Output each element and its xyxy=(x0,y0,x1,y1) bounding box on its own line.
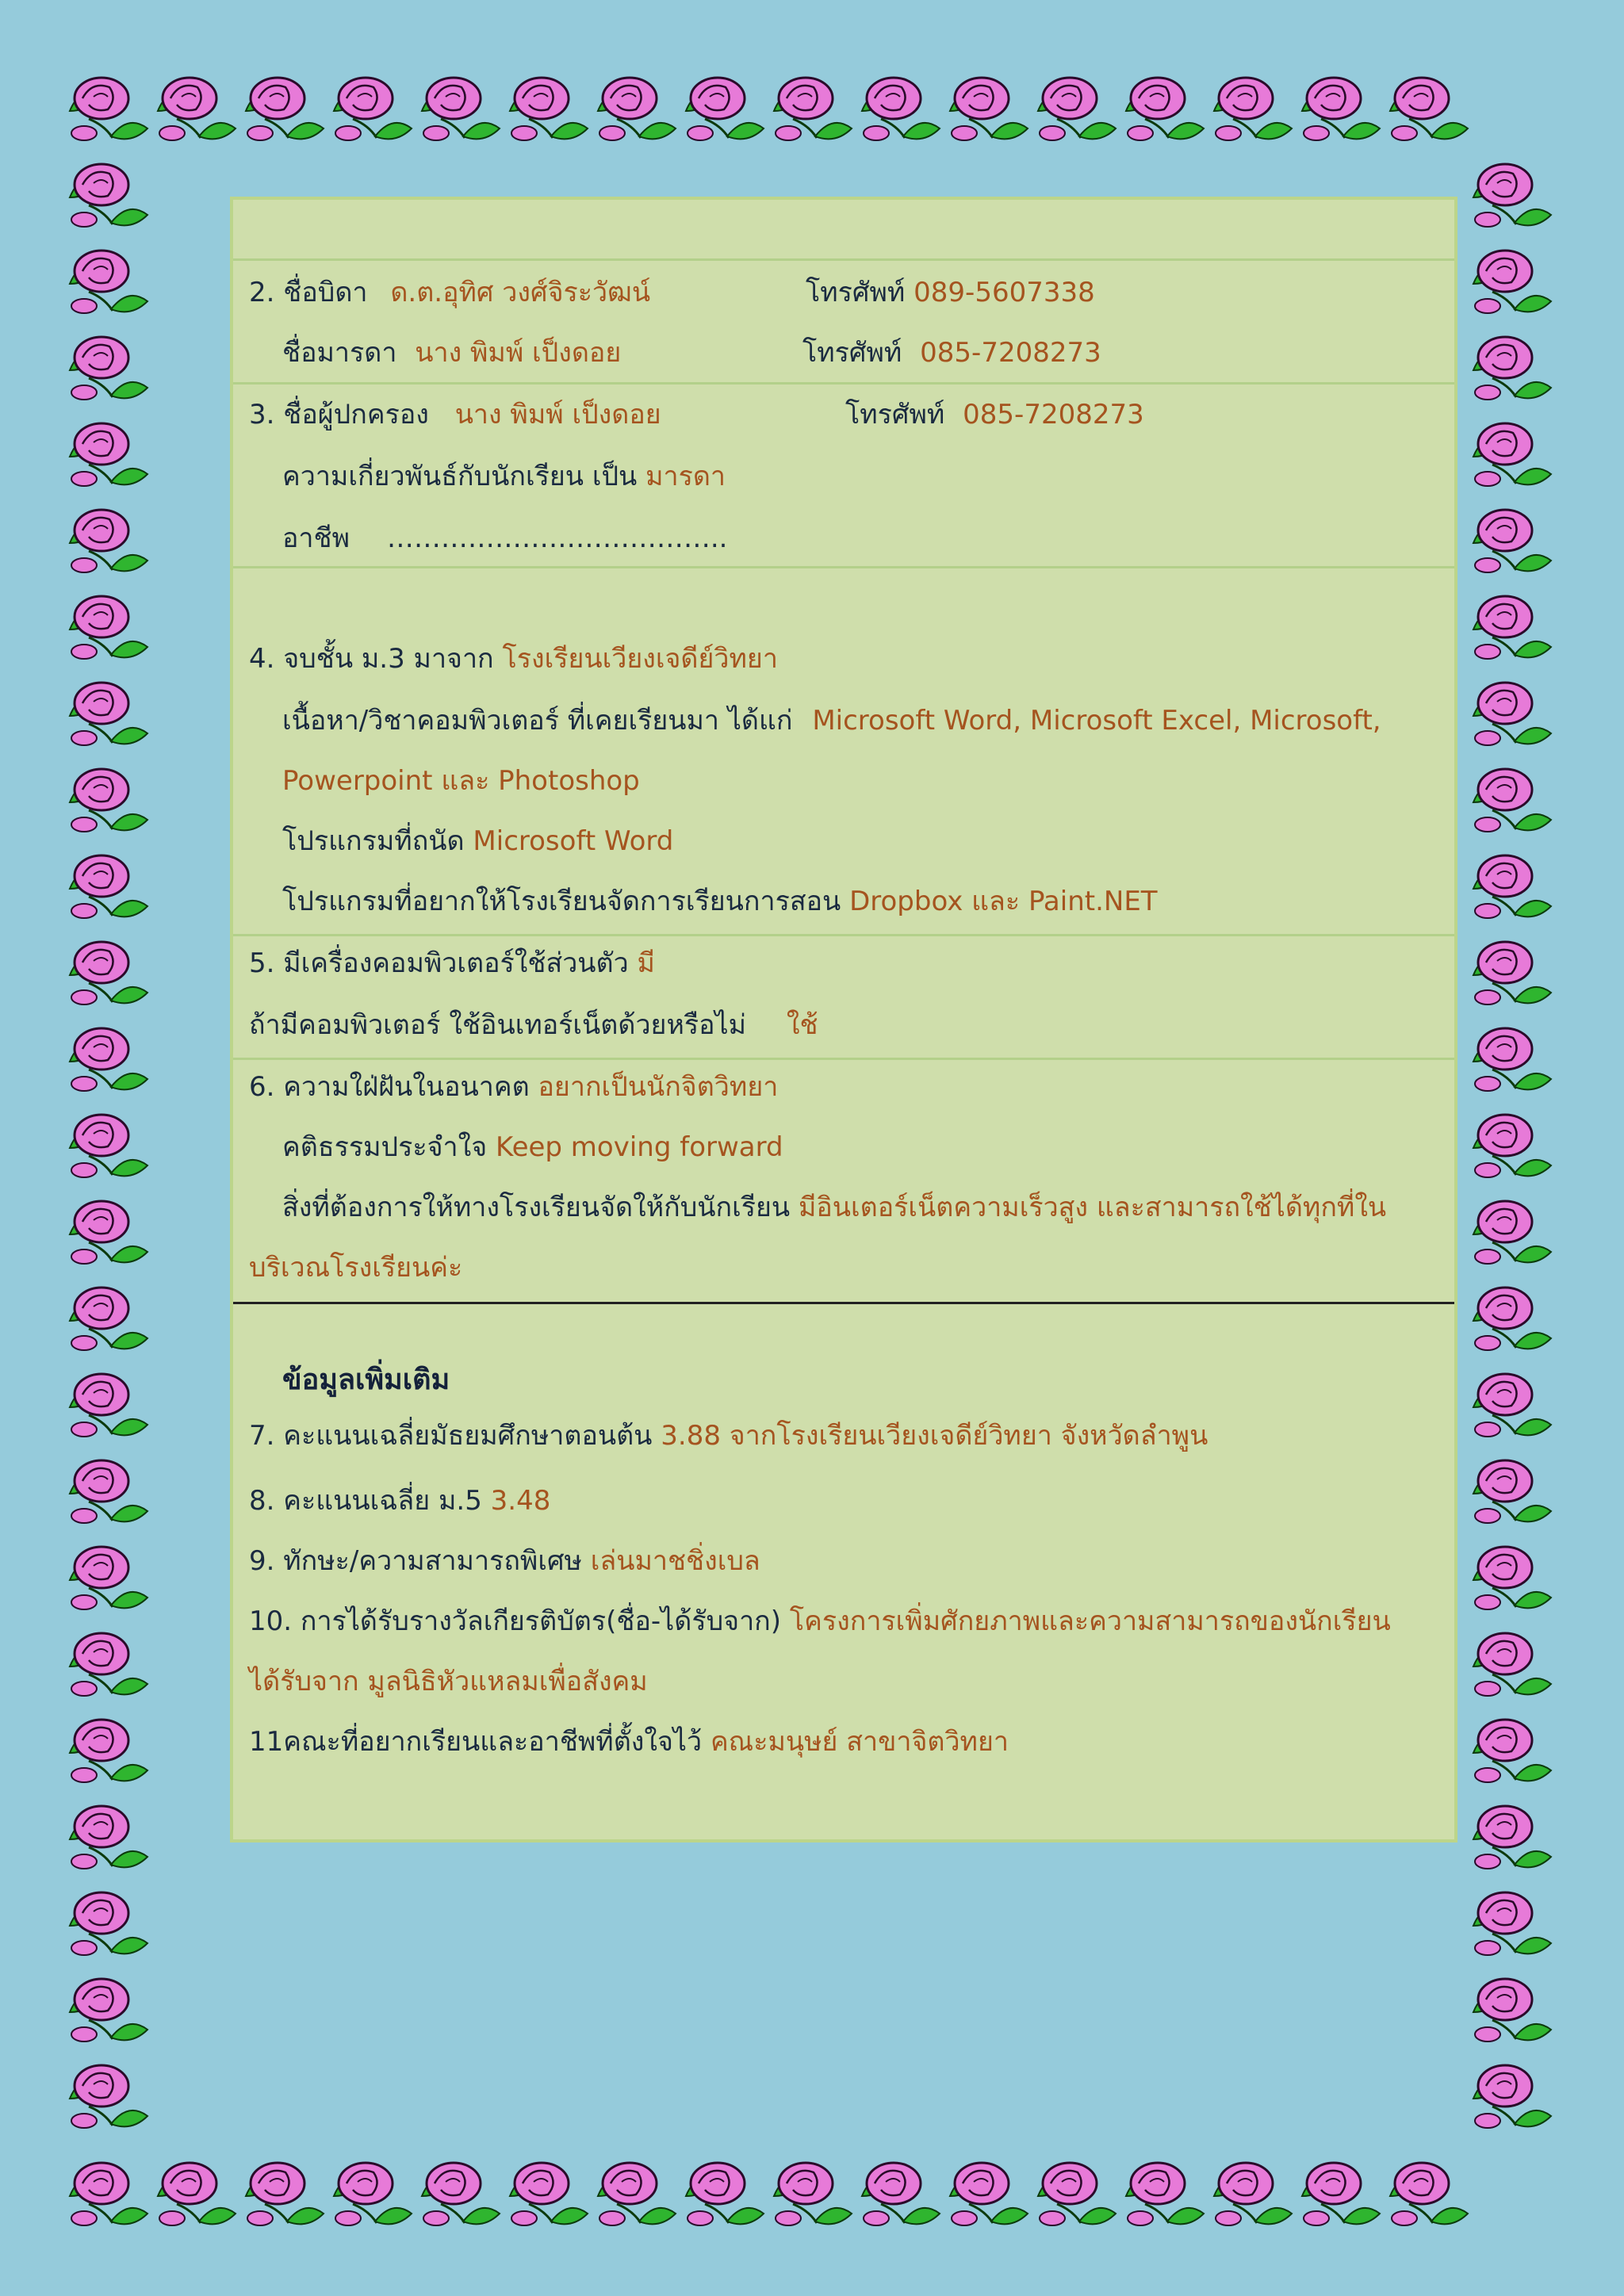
rose-icon xyxy=(70,1892,147,1955)
rose-icon xyxy=(1473,1115,1551,1177)
rose-icon xyxy=(70,1633,147,1696)
rose-icon xyxy=(598,2163,676,2225)
rose-icon xyxy=(246,78,324,140)
rose-icon xyxy=(422,2163,500,2225)
rose-icon xyxy=(1390,78,1468,140)
rose-icon xyxy=(70,164,147,227)
rose-icon xyxy=(70,1979,147,2042)
skilled-value: Microsoft Word xyxy=(473,825,674,857)
father-phone: 089-5607338 xyxy=(914,277,1095,308)
rose-icon xyxy=(70,1806,147,1869)
rose-icon xyxy=(70,1460,147,1523)
rose-icon xyxy=(1473,1979,1551,2042)
wish-value-2: บริเวณโรงเรียนค่ะ xyxy=(249,1252,463,1284)
rose-icon xyxy=(950,2163,1028,2225)
subjects-value-2: Powerpoint และ Photoshop xyxy=(282,765,640,797)
rose-icon xyxy=(1038,2163,1116,2225)
relation-value: มารดา xyxy=(645,461,726,492)
rose-icon xyxy=(1473,251,1551,313)
rose-icon xyxy=(70,337,147,400)
dream-value: อยากเป็นนักจิตวิทยา xyxy=(538,1071,779,1103)
rose-icon xyxy=(1473,855,1551,918)
rose-icon xyxy=(1038,78,1116,140)
section-additional xyxy=(233,1302,1454,1758)
rose-icon xyxy=(774,78,852,140)
subjects-label: เนื้อหา/วิชาคอมพิวเตอร์ ที่เคยเรียนมา ได้แก่ xyxy=(282,705,793,737)
rose-icon xyxy=(70,251,147,313)
graduated-value: โรงเรียนเวียงเจดีย์วิทยา xyxy=(502,643,778,675)
mother-name: นาง พิมพ์ เป็งดอย xyxy=(415,337,622,369)
skilled-label: โปรแกรมที่ถนัด xyxy=(282,825,465,857)
occupation-dots: ……………………………….. xyxy=(386,522,728,554)
rose-icon xyxy=(1473,1892,1551,1955)
rose-icon xyxy=(686,2163,764,2225)
mother-label: ชื่อมารดา xyxy=(282,337,397,369)
section-guardian xyxy=(233,382,1454,554)
award-value-1: โครงการเพิ่มศักยภาพและความสามารถของนักเรียน xyxy=(789,1605,1391,1637)
rose-icon xyxy=(1473,1547,1551,1609)
rose-icon xyxy=(70,1115,147,1177)
rose-icon xyxy=(1473,164,1551,227)
rose-icon xyxy=(774,2163,852,2225)
rose-icon xyxy=(862,78,940,140)
gpa-value: 3.88 xyxy=(661,1420,721,1452)
rose-icon xyxy=(1214,2163,1292,2225)
rose-icon xyxy=(70,1028,147,1091)
rose-icon xyxy=(598,78,676,140)
motto-label: คติธรรมประจำใจ xyxy=(282,1131,488,1163)
rose-icon xyxy=(686,78,764,140)
rose-icon xyxy=(510,78,588,140)
rose-icon xyxy=(334,2163,412,2225)
section-computer xyxy=(233,934,1454,1041)
faculty-label: 11คณะที่อยากเรียนและอาชีพที่ตั้งใจไว้ xyxy=(249,1726,703,1758)
father-phone-label: โทรศัพท์ xyxy=(806,277,906,308)
wanted-value: Dropbox และ Paint.NET xyxy=(849,886,1158,917)
rose-icon xyxy=(1473,596,1551,659)
rose-icon xyxy=(1473,510,1551,572)
rose-icon xyxy=(70,2163,147,2225)
rose-icon xyxy=(862,2163,940,2225)
guardian-phone: 085-7208273 xyxy=(963,399,1144,430)
rose-icon xyxy=(1473,942,1551,1004)
rose-icon xyxy=(1302,78,1380,140)
rose-icon xyxy=(1473,1460,1551,1523)
m5-label: 8. คะแนนเฉลี่ย ม.5 xyxy=(249,1485,482,1517)
rose-icon xyxy=(1473,1201,1551,1264)
rose-icon xyxy=(158,78,236,140)
rose-icon xyxy=(1473,1720,1551,1782)
rose-icon xyxy=(1473,423,1551,486)
rose-icon xyxy=(70,1374,147,1437)
mother-phone-label: โทรศัพท์ xyxy=(802,337,902,369)
wanted-label: โปรแกรมที่อยากให้โรงเรียนจัดการเรียนการสอน xyxy=(282,886,841,917)
rose-icon xyxy=(70,596,147,659)
rose-icon xyxy=(158,2163,236,2225)
rose-icon xyxy=(334,78,412,140)
gpa-school: จากโรงเรียนเวียงเจดีย์วิทยา จังหวัดลำพูน xyxy=(729,1420,1208,1452)
talent-label: 9. ทักษะ/ความสามารถพิเศษ xyxy=(249,1545,582,1577)
internet-label: ถ้ามีคอมพิวเตอร์ ใช้อินเทอร์เน็ตด้วยหรือไม่ xyxy=(249,1009,747,1041)
wish-value-1: มีอินเตอร์เน็ตความเร็วสูง และสามารถใช้ได้ทุกที่ใน xyxy=(798,1192,1387,1223)
father-label: 2. ชื่อบิดา xyxy=(249,277,368,308)
rose-icon xyxy=(1473,683,1551,745)
guardian-phone-label: โทรศัพท์ xyxy=(845,399,945,430)
additional-heading: ข้อมูลเพิ่มเติม xyxy=(282,1364,450,1396)
rose-icon xyxy=(1126,78,1204,140)
computer-value: มี xyxy=(637,947,655,979)
relation-label: ความเกี่ยวพันธ์กับนักเรียน เป็น xyxy=(282,461,638,492)
guardian-label: 3. ชื่อผู้ปกครอง xyxy=(249,399,429,430)
mother-phone: 085-7208273 xyxy=(920,337,1101,369)
rose-icon xyxy=(1473,1028,1551,1091)
section-education xyxy=(233,566,1454,917)
rose-icon xyxy=(422,78,500,140)
rose-icon xyxy=(1473,2065,1551,2128)
faculty-value: คณะมนุษย์ สาขาจิตวิทยา xyxy=(710,1726,1009,1758)
m5-value: 3.48 xyxy=(490,1485,551,1517)
motto-value: Keep moving forward xyxy=(495,1131,783,1163)
rose-icon xyxy=(70,423,147,486)
internet-value: ใช้ xyxy=(786,1009,818,1041)
rose-icon xyxy=(70,855,147,918)
rose-icon xyxy=(70,769,147,832)
subjects-value-1: Microsoft Word, Microsoft Excel, Microsoft, xyxy=(812,705,1381,737)
rose-icon xyxy=(1473,337,1551,400)
rose-icon xyxy=(950,78,1028,140)
rose-icon xyxy=(1473,769,1551,832)
rose-icon xyxy=(1390,2163,1468,2225)
rose-icon xyxy=(70,2065,147,2128)
father-name: ด.ต.อุทิศ วงศ์จิระวัฒน์ xyxy=(390,277,651,308)
rose-icon xyxy=(1473,1633,1551,1696)
rose-icon xyxy=(1473,1288,1551,1350)
wish-label: สิ่งที่ต้องการให้ทางโรงเรียนจัดให้กับนักเรียน xyxy=(282,1192,791,1223)
gpa-label: 7. คะแนนเฉลี่ยมัธยมศึกษาตอนต้น xyxy=(249,1420,653,1452)
rose-icon xyxy=(510,2163,588,2225)
computer-label: 5. มีเครื่องคอมพิวเตอร์ใช้ส่วนตัว xyxy=(249,947,629,979)
rose-icon xyxy=(1126,2163,1204,2225)
rose-icon xyxy=(70,1201,147,1264)
rose-icon xyxy=(70,942,147,1004)
rose-icon xyxy=(70,683,147,745)
rose-icon xyxy=(246,2163,324,2225)
rose-icon xyxy=(70,1720,147,1782)
section-dream xyxy=(233,1058,1454,1284)
rose-icon xyxy=(70,1547,147,1609)
rose-icon xyxy=(70,510,147,572)
rose-icon xyxy=(70,1288,147,1350)
rose-icon xyxy=(70,78,147,140)
graduated-label: 4. จบชั้น ม.3 มาจาก xyxy=(249,643,494,675)
student-info-panel xyxy=(230,197,1457,1843)
guardian-name: นาง พิมพ์ เป็งดอย xyxy=(454,399,661,430)
award-value-2: ได้รับจาก มูลนิธิหัวแหลมเพื่อสังคม xyxy=(249,1666,648,1697)
award-label: 10. การได้รับรางวัลเกียรติบัตร(ชื่อ-ได้รับจาก) xyxy=(249,1605,782,1637)
rose-icon xyxy=(1302,2163,1380,2225)
talent-value: เล่นมาชชิ่งเบล xyxy=(590,1545,760,1577)
dream-label: 6. ความใฝ่ฝันในอนาคต xyxy=(249,1071,530,1103)
occupation-label: อาชีพ xyxy=(282,522,350,554)
rose-icon xyxy=(1214,78,1292,140)
rose-icon xyxy=(1473,1806,1551,1869)
section-parents xyxy=(233,258,1454,369)
rose-icon xyxy=(1473,1374,1551,1437)
